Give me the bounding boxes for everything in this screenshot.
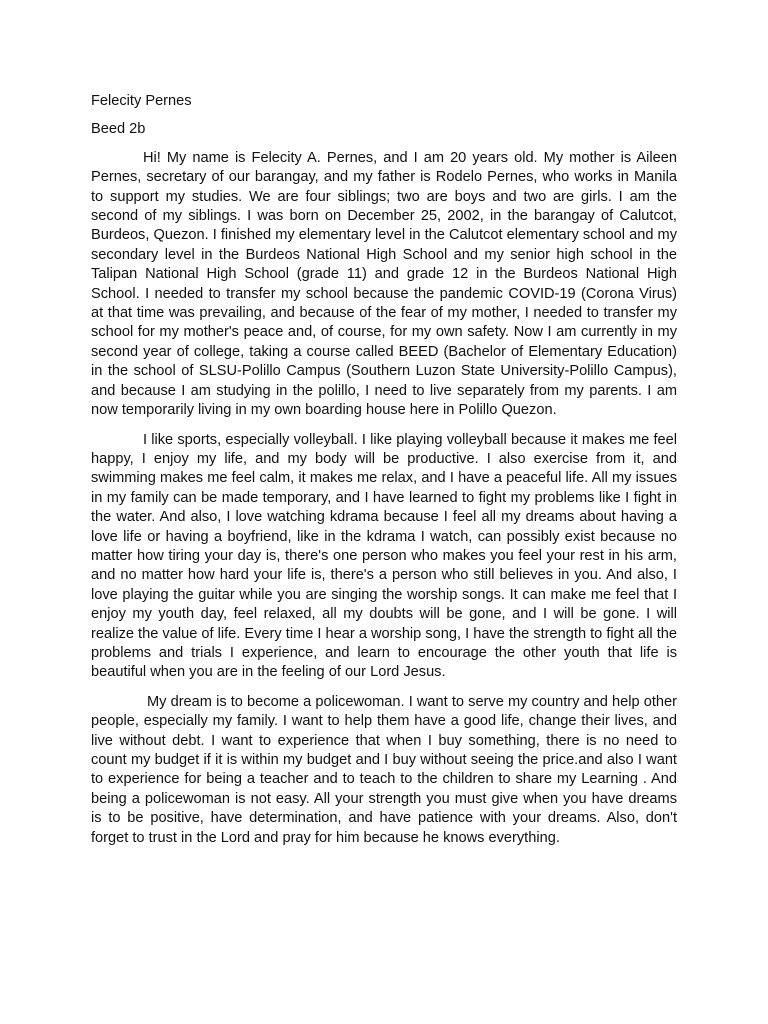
paragraph-introduction: Hi! My name is Felecity A. Pernes, and I am 20 years old. My mother is Aileen Pernes, secretary of our barangay, and my father is Rodelo Pernes, who works in Manila to support my studies. We are four siblings; two are boys and two are girls. I am the second of my siblings. I was born on December 25, 2002, in the barangay of Calutcot, Burdeos, Quezon. I finished my elementary level in the Calutcot elementary school and my secondary level in the Burdeos National High School and my senior high school in the Talipan National High School (grade 11) and grade 12 in the Burdeos National High School. I needed to transfer my school because the pandemic COVID-19 (Corona Virus) at that time was prevailing, and because of the fear of my mother, I needed to transfer my school for my mother's peace and, of course, for my own safety. Now I am currently in my second year of college, taking a course called BEED (Bachelor of Elementary Education) in the school of SLSU-Polillo Campus (Southern Luzon State University-Polillo Campus), and because I am studying in the polillo, I need to live separately from my parents. I am now temporarily living in my own boarding house here in Polillo Quezon. bbox=[91, 149, 677, 419]
paragraph-dream: My dream is to become a policewoman. I want to serve my country and help other people, especially my family. I want to help them have a good life, change their lives, and live without debt. I want to experience that when I buy something, there is no need to count my budget if it is within my budget and I buy without seeing the price.and also I want to experience for being a teacher and to teach to the children to share my Learning . And being a policewoman is not easy. All your strength you must give when you have dreams is to be positive, have determination, and have patience with your dreams. Also, don't forget to trust in the Lord and pray for him because he knows everything. bbox=[91, 693, 677, 846]
document-body bbox=[91, 92, 677, 858]
paragraph-hobbies: I like sports, especially volleyball. I like playing volleyball because it makes me feel happy, I enjoy my life, and my body will be productive. I also exercise from it, and swimming makes me feel calm, it makes me relax, and I have a peaceful life. All my issues in my family can be made temporary, and I have learned to fight my problems like I fight in the water. And also, I love watching kdrama because I feel all my dreams about having a love life or having a boyfriend, like in the kdrama I watch, can possibly exist because no matter how tiring your day is, there's one person who makes you feel your rest in his arm, and no matter how hard your life is, there's a person who still believes in you. And also, I love playing the guitar while you are singing the worship songs. It can make me feel that I enjoy my youth day, feel relaxed, all my doubts will be gone, and I will be gone. I will realize the value of life. Every time I hear a worship song, I have the strength to fight all the problems and trials I experience, and learn to encourage the other youth that life is beautiful when you are in the feeling of our Lord Jesus. bbox=[91, 431, 677, 681]
author-name: Felecity Pernes bbox=[91, 93, 192, 109]
class-section: Beed 2b bbox=[91, 121, 146, 138]
